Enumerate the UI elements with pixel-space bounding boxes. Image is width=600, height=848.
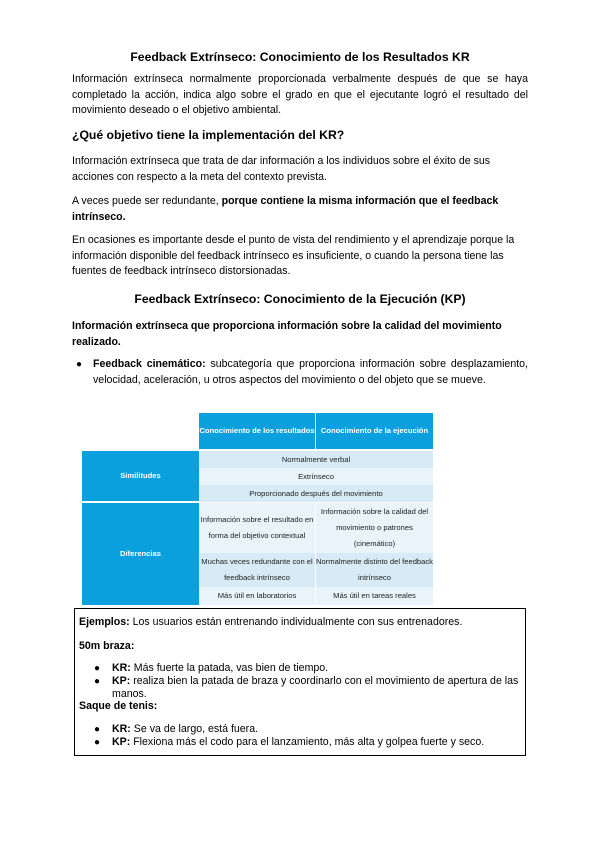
- tennis-kp-text: Flexiona más el codo para el lanzamiento, más alta y golpea fuerte y seco.: [130, 736, 485, 748]
- swim-kp-label: KP:: [112, 675, 131, 687]
- row-similitudes: Similitudes: [82, 451, 199, 501]
- bullet-icon: ●: [94, 663, 101, 674]
- swim-kr-text: Más fuerte la patada, vas bien de tiempo.: [130, 662, 329, 674]
- kp-bullet: [93, 357, 528, 388]
- bullet-icon: ●: [94, 737, 101, 748]
- bullet-icon: ●: [94, 676, 101, 687]
- kp-bullet-text: subcategoría que proporciona información sobre desplazamiento, velocidad, aceleración, u otros aspectos del movimiento o del objeto que se mueve.: [93, 358, 528, 386]
- kp-title: Feedback Extrínseco: Conocimiento de la Ejecución (KP): [134, 292, 466, 306]
- examples-label: Ejemplos:: [79, 616, 130, 628]
- examples-intro: [79, 616, 519, 629]
- dif-kp-3: Más útil en tareas reales: [316, 587, 433, 605]
- table-header-kp: Conocimiento de la ejecución: [316, 413, 433, 449]
- kr-intro: Información extrínseca normalmente proporcionada verbalmente después de que se haya completado la acción, indica algo sobre el grado en que el ejecutante logró el resultado del movimiento deseado o el objetivo ambiental.: [72, 73, 528, 117]
- kr-redundant: [72, 194, 528, 225]
- swim-kp-text: realiza bien la patada de braza y coordinarlo con el movimiento de apertura de las manos.: [112, 675, 519, 700]
- row-diferencias: Diferencias: [82, 503, 199, 605]
- swim-title: 50m braza:: [79, 640, 135, 652]
- dif-kp-1: Información sobre la calidad del movimiento o patrones (cinemático): [316, 503, 433, 553]
- sim-despues: Proporcionado después del movimiento: [199, 485, 433, 502]
- kp-bullet-label: Feedback cinemático:: [93, 358, 206, 370]
- tennis-kr-label: KR:: [112, 723, 131, 735]
- tennis-kr: [112, 723, 522, 736]
- dif-kp-2: Normalmente distinto del feedback intrínseco: [316, 553, 433, 587]
- dif-kr-1: Información sobre el resultado en forma del objetivo contextual: [199, 503, 316, 553]
- kr-answer: Información extrínseca que trata de dar información a los individuos sobre el éxito de sus acciones con respecto a la meta del contexto prevista.: [72, 155, 491, 183]
- sim-extrinseco: Extrínseco: [199, 468, 433, 485]
- dif-kr-2: Muchas veces redundante con el feedback intrínseco: [199, 553, 316, 587]
- bullet-icon: ●: [76, 359, 83, 370]
- table-header-kr: Conocimiento de los resultados: [199, 413, 316, 449]
- examples-intro-text: Los usuarios están entrenando individualmente con sus entrenadores.: [129, 616, 463, 628]
- kp-intro: Información extrínseca que proporciona información sobre la calidad del movimiento realizado.: [72, 320, 502, 348]
- swim-kr-label: KR:: [112, 662, 131, 674]
- bullet-icon: ●: [94, 724, 101, 735]
- kr-title: Feedback Extrínseco: Conocimiento de los Resultados KR: [130, 50, 470, 64]
- kr-redundant-bold: porque contiene la misma información que el feedback intrínseco.: [72, 195, 499, 223]
- kr-redundant-text: A veces puede ser redundante,: [72, 195, 222, 207]
- kr-importance: En ocasiones es importante desde el punto de vista del rendimiento y el aprendizaje porque la información disponible del feedback intrínseco es insuficiente, o cuando la persona tiene las fuentes de feedback intrínseco distorsionadas.: [72, 234, 515, 278]
- comparison-table: [82, 413, 433, 605]
- tennis-kr-text: Se va de largo, está fuera.: [130, 723, 259, 735]
- tennis-kp-label: KP:: [112, 736, 131, 748]
- swim-kp: [112, 675, 522, 700]
- sim-verbal: Normalmente verbal: [199, 451, 433, 468]
- tennis-kp: [112, 736, 524, 749]
- swim-kr: [112, 662, 522, 675]
- kr-question: ¿Qué objetivo tiene la implementación del KR?: [72, 128, 345, 142]
- tennis-title: Saque de tenis:: [79, 700, 158, 712]
- dif-kr-3: Más útil en laboratorios: [199, 587, 316, 605]
